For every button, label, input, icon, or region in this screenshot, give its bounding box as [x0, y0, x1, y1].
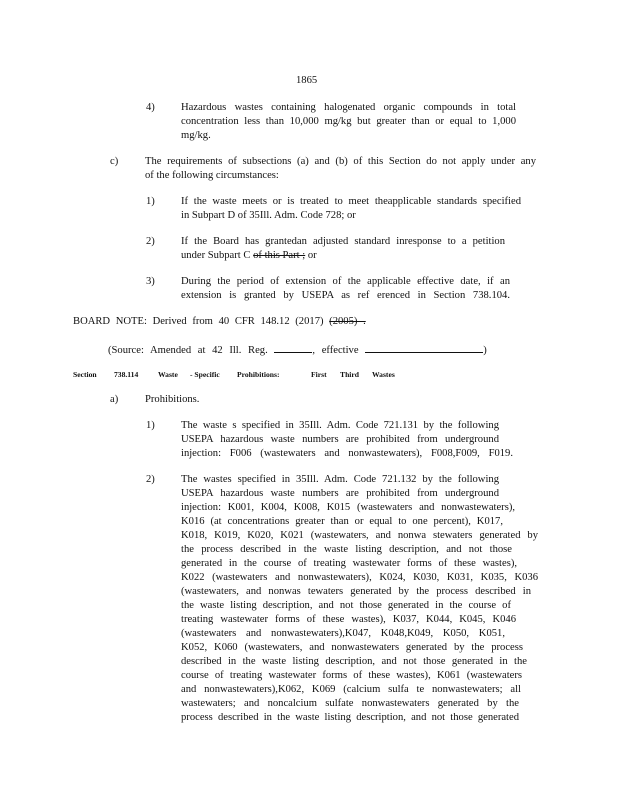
board-note-deleted: (2005) . — [329, 316, 366, 327]
a-item-1-line-3: injection: F006 (wastewaters and nonwastewaters), F008,F009, F019. — [181, 448, 513, 459]
c-item-2-line-2-text: under Subpart C — [181, 250, 251, 261]
source-close-paren: ) — [483, 345, 487, 356]
subsection-a-label: a) — [110, 394, 119, 405]
section-title-waste: Waste — [158, 370, 178, 379]
section-number: 738.114 — [114, 370, 139, 379]
a-item-2-line: generated in the course of treating wastewater forms of these wastes), — [181, 558, 517, 569]
source-date-blank — [365, 341, 483, 353]
item-4-line-2: concentration less than 10,000 mg/kg but greater than or equal to 1,000 — [181, 116, 516, 127]
deleted-text: of this Part ; — [253, 250, 306, 261]
c-item-2-line-1: If the Board has grantedan adjusted standard inresponse to a petition — [181, 236, 505, 247]
item-4-line-1: Hazardous wastes containing halogenated organic compounds in total — [181, 102, 516, 113]
section-title-first: First — [311, 370, 327, 379]
board-note-text: BOARD NOTE: Derived from 40 CFR 148.12 (2017) — [73, 316, 324, 327]
source-text: (Source: Amended at 42 Ill. Reg. — [108, 345, 268, 356]
c-item-1-line-2: in Subpart D of 35Ill. Adm. Code 728; or — [181, 210, 356, 221]
a-item-2-line: course of treating wastewater forms of these wastes), K061 (wastewaters — [181, 670, 522, 681]
section-title-prohibitions: Prohibitions: — [237, 370, 280, 379]
item-4-number: 4) — [146, 102, 155, 113]
section-title-third: Third — [340, 370, 359, 379]
section-label: Section — [73, 370, 97, 379]
a-item-2-line: K018, K019, K020, K021 (wastewaters, and nonwa stewaters generated by — [181, 530, 538, 541]
subsection-c-line-2: of the following circumstances: — [145, 170, 279, 181]
c-item-2-line-2 — [181, 249, 317, 262]
source-line — [108, 341, 487, 357]
a-item-2-line: the waste listing description, and not those generated in the course of — [181, 600, 511, 611]
c-item-3-line-2: extension is granted by USEPA as ref erenced in Section 738.104. — [181, 290, 510, 301]
a-item-2-line: process described in the waste listing description, and not those generated — [181, 712, 519, 723]
source-reg-blank — [274, 341, 312, 353]
a-item-1-line-1: The waste s specified in 35Ill. Adm. Code 721.131 by the following — [181, 420, 499, 431]
a-item-2-line: and nonwastewaters),K062, K069 (calcium sulfa te nonwastewaters; all — [181, 684, 521, 695]
a-item-2-line: described in the waste listing description, and not those generated in the — [181, 656, 527, 667]
a-item-1-line-2: USEPA hazardous waste numbers are prohibited from underground — [181, 434, 499, 445]
a-item-1-number: 1) — [146, 420, 155, 431]
c-item-1-number: 1) — [146, 196, 155, 207]
a-item-2-number: 2) — [146, 474, 155, 485]
a-item-2-line: K022 (wastewaters and nonwastewaters), K024, K030, K031, K035, K036 — [181, 572, 538, 583]
a-item-2-line: (wastewaters, and nonwas tewaters generated by the process described in — [181, 586, 531, 597]
a-item-2-line: The wastes specified in 35Ill. Adm. Code 721.132 by the following — [181, 474, 499, 485]
item-4-line-3: mg/kg. — [181, 130, 211, 141]
page-number: 1865 — [296, 75, 318, 86]
subsection-c-label: c) — [110, 156, 119, 167]
a-item-2-line: USEPA hazardous waste numbers are prohibited from underground — [181, 488, 499, 499]
source-effective: , effective — [312, 345, 359, 356]
c-item-2-line-2-or: or — [307, 250, 317, 261]
c-item-3-line-1: During the period of extension of the applicable effective date, if an — [181, 276, 510, 287]
section-title-specific: - Specific — [190, 370, 220, 379]
board-note — [73, 315, 366, 328]
a-item-2-line: (wastewaters and nonwastewaters),K047, K048,K049, K050, K051, — [181, 628, 505, 639]
subsection-a-title: Prohibitions. — [145, 394, 200, 405]
subsection-c-line-1: The requirements of subsections (a) and (b) of this Section do not apply under any — [145, 156, 536, 167]
section-title-wastes: Wastes — [372, 370, 395, 379]
a-item-2-line: injection: K001, K004, K008, K015 (wastewaters and nonwastewaters), — [181, 502, 515, 513]
c-item-1-line-1: If the waste meets or is treated to meet theapplicable standards specified — [181, 196, 521, 207]
a-item-2-line: wastewaters; and noncalcium sulfate nonwastewaters generated by the — [181, 698, 519, 709]
a-item-2-line: K016 (at concentrations greater than or equal to one percent), K017, — [181, 516, 503, 527]
a-item-2-line: the process described in the waste listing description, and not those — [181, 544, 512, 555]
c-item-2-number: 2) — [146, 236, 155, 247]
a-item-2-line: treating wastewater forms of these wastes), K037, K044, K045, K046 — [181, 614, 516, 625]
a-item-2-line: K052, K060 (wastewaters, and nonwastewaters generated by the process — [181, 642, 523, 653]
c-item-3-number: 3) — [146, 276, 155, 287]
